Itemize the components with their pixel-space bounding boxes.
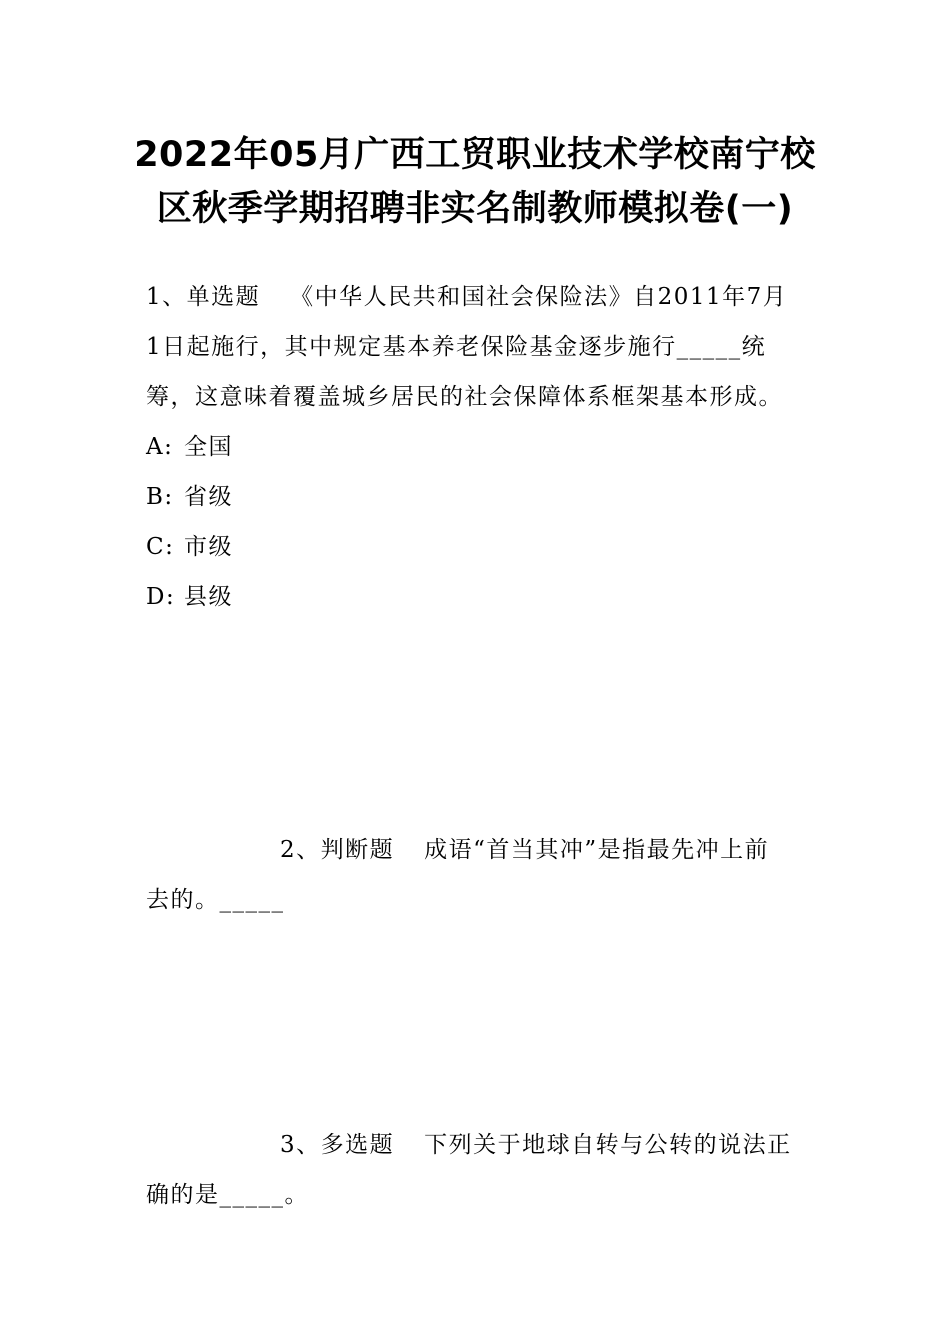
question-2 [146,825,806,925]
question-number: 1、 [146,284,187,310]
question-1-line-3: 筹，这意味着覆盖城乡居民的社会保障体系框架基本形成。 [146,384,783,410]
question-2-line-2: 去的。_____ [146,887,285,913]
title-line-1: 2022年05月广西工贸职业技术学校南宁校 [134,135,816,175]
question-text: 《中华人民共和国社会保险法》自2011年7月 [290,284,788,310]
question-2-line-1 [146,825,806,875]
option-text: 省级 [184,484,233,510]
option-d [146,572,806,622]
question-3-line-2: 确的是_____。 [146,1182,309,1208]
option-key: B: [146,484,174,510]
option-key: D: [146,584,176,610]
question-type: 多选题 [320,1132,395,1158]
question-type: 判断题 [320,837,395,863]
question-3-line-1 [146,1120,806,1170]
option-key: C: [146,534,175,560]
option-c [146,522,806,572]
option-key: A: [146,434,174,460]
option-text: 县级 [184,584,233,610]
question-number: 3、 [280,1132,321,1158]
option-text: 市级 [184,534,233,560]
question-3 [146,1120,806,1220]
question-type: 单选题 [186,284,261,310]
question-text: 下列关于地球自转与公转的说法正 [424,1132,792,1158]
question-1-line-2: 1日起施行，其中规定基本养老保险基金逐步施行_____统 [146,334,767,360]
option-b [146,472,806,522]
option-a [146,422,806,472]
question-text: 成语“首当其冲”是指最先冲上前 [424,837,770,863]
question-1-line-1 [146,272,806,322]
page-title [120,128,830,236]
question-number: 2、 [280,837,321,863]
title-line-2: 区秋季学期招聘非实名制教师模拟卷(一) [156,189,794,229]
question-1 [146,272,806,622]
option-text: 全国 [184,434,233,460]
